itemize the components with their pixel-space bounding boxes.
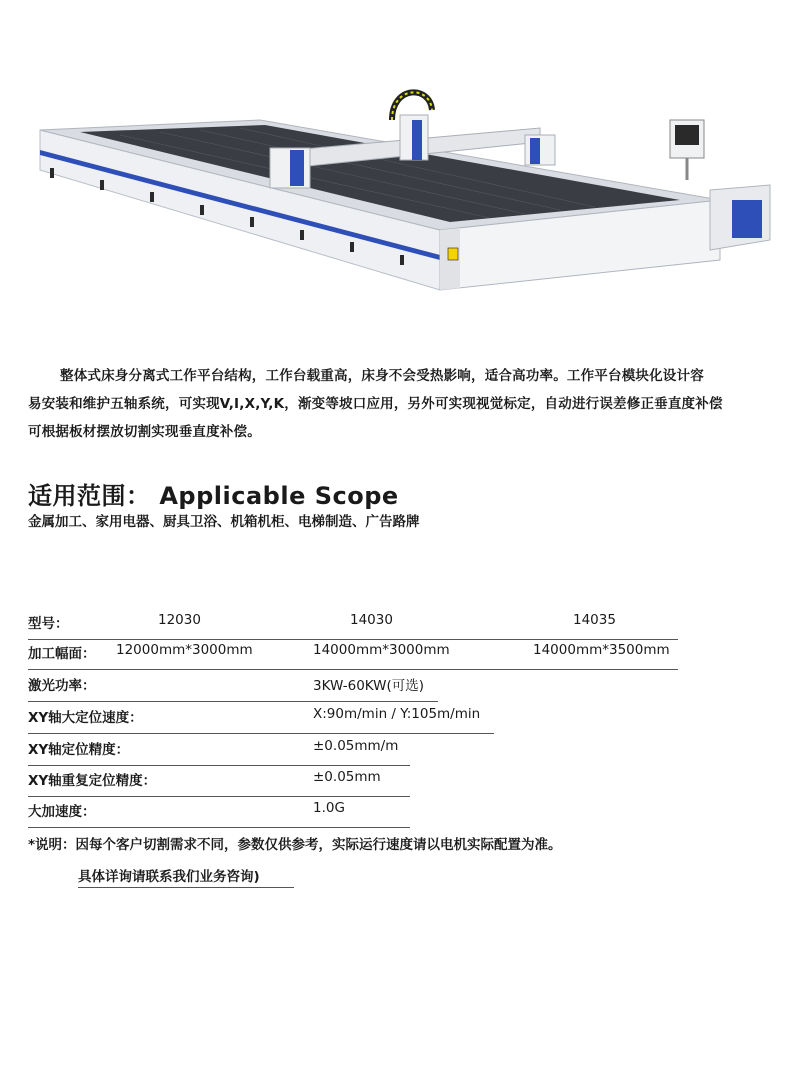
spec-value-accel: 1.0G (313, 800, 345, 816)
divider (78, 887, 294, 888)
divider (28, 701, 438, 702)
spec-label-repeat: XY轴重复定位精度： (28, 773, 157, 789)
intro-paragraph (28, 362, 780, 446)
scope-title-cn: 适用范围： (28, 482, 151, 510)
scope-title-en: Applicable Scope (159, 482, 399, 510)
divider (28, 827, 410, 828)
contact-note: 具体详询请联系我们业务咨询) (78, 869, 260, 885)
spec-row-model (28, 612, 678, 636)
spec-value-area-3: 14000mm*3500mm (533, 642, 670, 658)
spec-label-speed: XY轴大定位速度： (28, 710, 143, 726)
divider (28, 765, 410, 766)
spec-label-accuracy: XY轴定位精度： (28, 742, 130, 758)
spec-value-speed: X:90m/min / Y:105m/min (313, 706, 481, 722)
scope-list: 金属加工、家用电器、厨具卫浴、机箱机柜、电梯制造、广告路牌 (28, 514, 420, 530)
spec-value-area-2: 14000mm*3000mm (313, 642, 450, 658)
spec-value-repeat: ±0.05mm (313, 769, 381, 785)
intro-line-3: 可根据板材摆放切割实现垂直度补偿。 (28, 424, 261, 440)
divider (28, 796, 410, 797)
spec-label-accel: 大加速度： (28, 804, 96, 820)
divider (28, 669, 678, 670)
intro-line-2: 易安装和维护五轴系统，可实现V,I,X,Y,K，渐变等坡口应用，另外可实现视觉标定，自动进行误差修正垂直度补偿 (28, 396, 723, 412)
spec-value-model-2: 14030 (350, 612, 393, 628)
spec-row-accel (28, 800, 410, 824)
spec-value-area-1: 12000mm*3000mm (116, 642, 253, 658)
laser-cutting-machine-image (20, 80, 780, 330)
spec-label-power: 激光功率： (28, 678, 96, 694)
spec-value-accuracy: ±0.05mm/m (313, 738, 399, 754)
spec-value-model-3: 14035 (573, 612, 616, 628)
scope-title (28, 476, 399, 511)
divider (28, 639, 678, 640)
spec-row-accuracy (28, 738, 410, 762)
spec-row-power (28, 674, 438, 698)
disclaimer-note: *说明：因每个客户切割需求不同，参数仅供参考，实际运行速度请以电机实际配置为准。 (28, 837, 562, 853)
spec-label-area: 加工幅面： (28, 646, 96, 662)
spec-value-model-1: 12030 (158, 612, 201, 628)
spec-row-speed (28, 706, 494, 730)
spec-row-area (28, 642, 678, 666)
spec-value-power: 3KW-60KW(可选) (313, 678, 425, 694)
divider (28, 733, 494, 734)
intro-line-1: 整体式床身分离式工作平台结构，工作台载重高，床身不会受热影响，适合高功率。工作平台模块化设计容 (60, 368, 704, 384)
spec-row-repeat (28, 769, 410, 793)
spec-label-model: 型号： (28, 616, 69, 632)
